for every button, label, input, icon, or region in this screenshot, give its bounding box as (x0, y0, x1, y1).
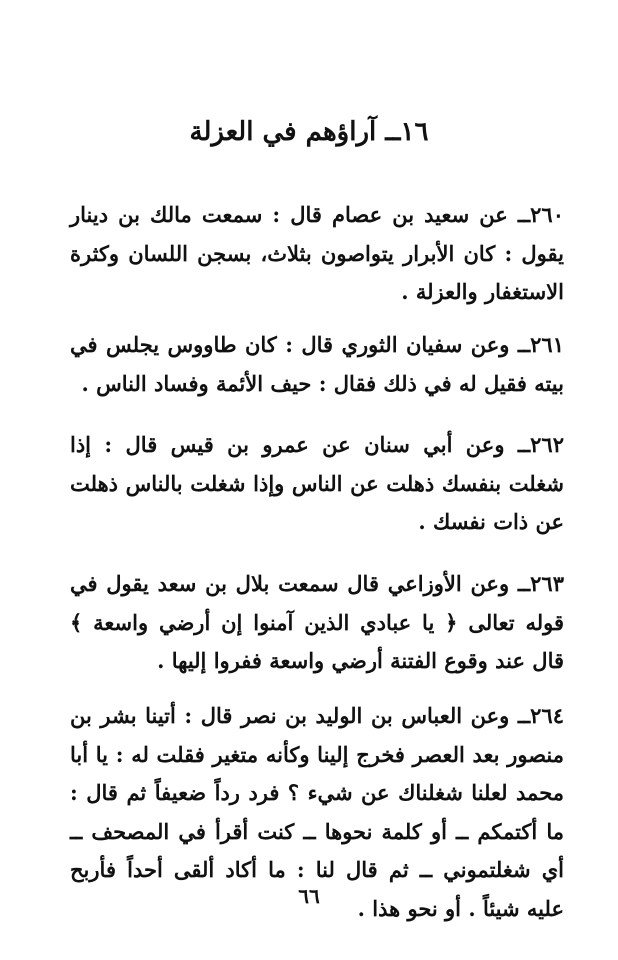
entry-263: ٢٦٣ــ وعن الأوزاعي قال سمعت بلال بن سعد يقول في قوله تعالى ﴿ يا عبادي الذين آمنوا إن أرضي واسعة ﴾ قال عند وقوع الفتنة أرضي واسعة ففروا إليها . (70, 571, 564, 673)
entry-260: ٢٦٠ــ عن سعيد بن عصام قال : سمعت مالك بن دينار يقول : كان الأبرار يتواصون بثلاث، بسجن اللسان وكثرة الاستغفار والعزلة . (70, 202, 564, 304)
entry-261: ٢٦١ــ وعن سفيان الثوري قال : كان طاووس يجلس في بيته فقيل له في ذلك فقال : حيف الأئمة وفساد الناس . (70, 332, 564, 396)
entry-264: ٢٦٤ــ وعن العباس بن الوليد بن نصر قال : أتينا بشر بن منصور بعد العصر فخرج إلينا وكأنه متغير فقلت له : يا أبا محمد لعلنا شغلناك عن شيء ؟ فرد رداً ضعيفاً ثم قال : ما أكتمكم ــ أو كلمة نحوها ــ كنت أقرأ في المصحف ــ أي شغلتموني ــ ثم قال لنا : ما أكاد ألقى أحداً فأربح عليه شيئاً . أو نحو هذا . (70, 703, 564, 921)
chapter-title: ١٦ــ آراؤهم في العزلة (189, 117, 429, 147)
entry-262: ٢٦٢ــ وعن أبي سنان عن عمرو بن قيس قال : إذا شغلت بنفسك ذهلت عن الناس وإذا شغلت بالناس ذهلت عن ذات نفسك . (70, 432, 564, 534)
page-number: ٦٦ (298, 884, 320, 908)
